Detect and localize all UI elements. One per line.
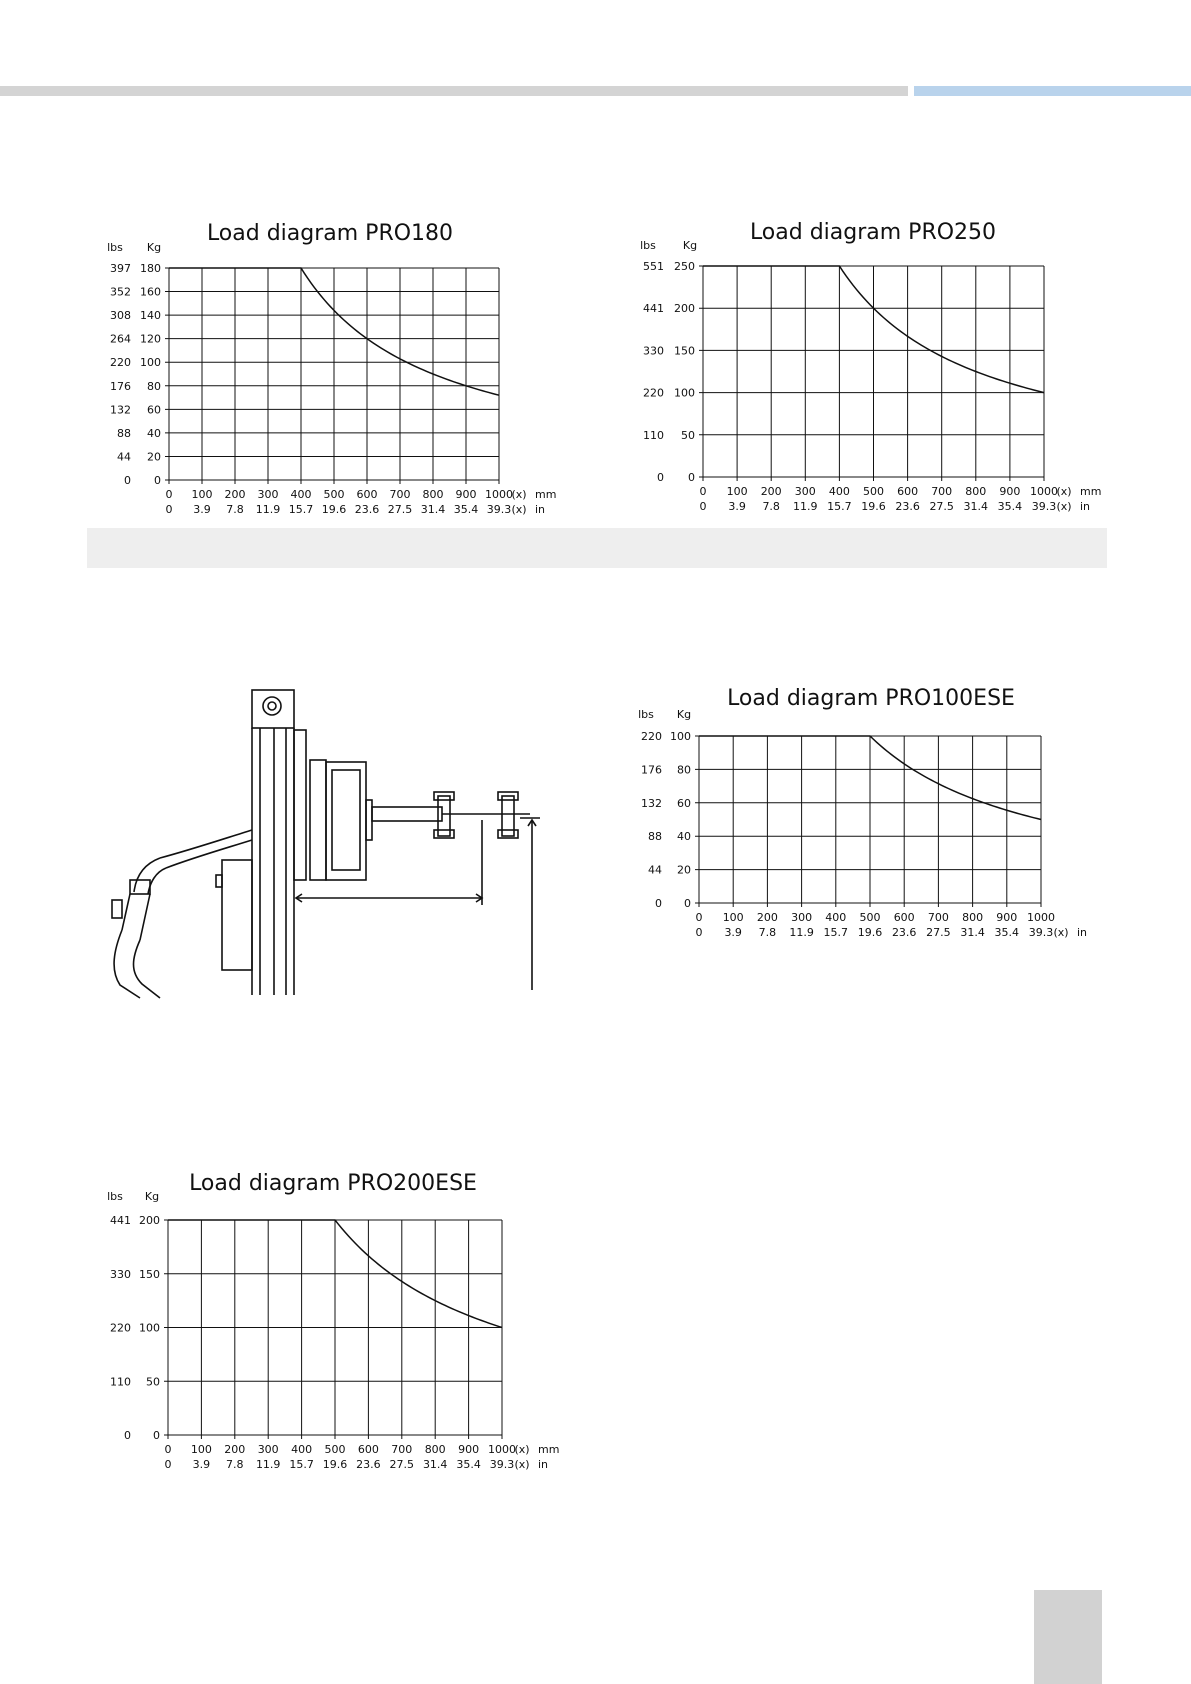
y-tick-kg: 160 [140,285,161,299]
x-tick-mm: 300 [794,485,816,498]
y-tick-lbs: 220 [641,730,662,743]
x-tick-mm: 0 [164,1443,172,1456]
x-tick-mm: 100 [190,1443,212,1456]
unit-mm-label: mm [538,1443,560,1456]
y-tick-lbs: 330 [110,1267,131,1281]
unit-lbs-label: lbs [640,239,656,252]
unit-in-label: in [538,1458,549,1471]
x-tick-in: 11.9 [255,503,281,516]
y-tick-kg: 50 [681,428,695,442]
x-mark-mm: (x) [514,1443,530,1456]
x-tick-mm: 1000 [488,1443,516,1456]
y-tick-kg: 0 [684,897,691,910]
y-tick-lbs: 264 [110,332,131,346]
y-tick-kg: 0 [153,1429,160,1442]
x-tick-in: 35.4 [994,926,1020,939]
x-tick-in: 23.6 [895,500,920,513]
y-tick-kg: 80 [147,379,161,393]
y-tick-lbs: 220 [643,386,664,400]
x-tick-mm: 400 [825,911,847,924]
y-tick-lbs: 308 [110,309,131,323]
x-tick-mm: 200 [224,1443,246,1456]
x-tick-in: 3.9 [728,500,746,513]
unit-kg-label: Kg [676,708,692,721]
x-tick-in: 3.9 [192,1458,211,1471]
x-tick-mm: 100 [191,488,213,501]
y-tick-kg: 200 [139,1214,160,1227]
y-tick-kg: 140 [140,309,161,323]
y-tick-kg: 120 [140,332,161,346]
lift-arm-diagram [100,680,540,1000]
x-tick-mm: 900 [996,911,1018,924]
unit-kg-label: Kg [682,239,698,252]
x-tick-mm: 400 [291,1443,313,1456]
x-tick-in: 27.5 [389,1458,415,1471]
x-tick-mm: 300 [791,911,813,924]
y-tick-kg: 80 [677,763,691,777]
unit-in-label: in [1080,500,1091,513]
x-tick-mm: 600 [356,488,378,501]
x-tick-in: 35.4 [997,500,1023,513]
chart-title: Load diagram PRO100ESE [727,686,1015,711]
y-tick-lbs: 110 [110,1375,131,1389]
x-tick-in: 15.7 [288,503,314,516]
y-tick-lbs: 132 [641,796,662,810]
x-tick-mm: 100 [722,911,744,924]
x-tick-mm: 100 [726,485,748,498]
x-tick-mm: 800 [424,1443,446,1456]
chart-title: Load diagram PRO200ESE [189,1171,477,1196]
chart-title: Load diagram PRO250 [749,220,997,245]
x-tick-in: 35.4 [456,1458,481,1471]
y-tick-kg: 150 [674,344,695,358]
x-tick-mm: 900 [999,485,1021,498]
x-tick-in: 39.3 [486,503,512,516]
x-tick-in: 23.6 [354,503,380,516]
x-tick-in: 23.6 [891,926,917,939]
x-mark-in: (x) [514,1458,530,1471]
y-tick-lbs: 176 [641,763,662,777]
x-tick-mm: 900 [455,488,477,501]
y-tick-lbs: 88 [117,426,131,440]
y-tick-kg: 250 [674,260,695,273]
x-tick-in: 27.5 [929,500,954,513]
x-mark-in: (x) [1056,500,1072,513]
x-tick-in: 15.7 [823,926,849,939]
x-tick-in: 31.4 [420,503,446,516]
x-tick-mm: 0 [695,911,703,924]
x-tick-mm: 300 [257,488,279,501]
y-tick-lbs: 0 [655,897,662,910]
x-tick-in: 39.3 [489,1458,515,1471]
unit-in-label: in [535,503,546,516]
x-tick-in: 7.8 [762,500,780,513]
y-tick-kg: 150 [139,1267,160,1281]
x-tick-mm: 200 [756,911,778,924]
y-tick-kg: 50 [146,1375,160,1389]
y-tick-lbs: 44 [648,863,662,877]
x-tick-mm: 700 [927,911,949,924]
x-tick-mm: 600 [357,1443,379,1456]
y-tick-lbs: 0 [124,474,131,487]
x-tick-in: 31.4 [963,500,989,513]
y-tick-lbs: 44 [117,450,131,464]
y-tick-kg: 0 [688,471,695,484]
y-tick-kg: 40 [677,830,691,844]
x-tick-in: 7.8 [226,503,244,516]
x-tick-mm: 900 [458,1443,480,1456]
x-tick-mm: 600 [893,911,915,924]
x-tick-mm: 800 [422,488,444,501]
y-tick-kg: 40 [147,426,161,440]
y-tick-kg: 20 [677,863,691,877]
x-tick-in: 27.5 [387,503,413,516]
x-tick-mm: 600 [897,485,919,498]
x-tick-in: 11.9 [793,500,818,513]
y-tick-lbs: 441 [110,1214,131,1227]
x-tick-in: 7.8 [758,926,777,939]
y-tick-kg: 0 [154,474,161,487]
x-tick-mm: 1000 [1030,485,1058,498]
x-tick-mm: 0 [165,488,173,501]
x-tick-mm: 500 [859,911,881,924]
x-tick-mm: 300 [257,1443,279,1456]
x-tick-in: 15.7 [827,500,852,513]
unit-kg-label: Kg [146,241,162,254]
x-tick-in: 7.8 [226,1458,244,1471]
x-tick-mm: 700 [389,488,411,501]
x-tick-mm: 500 [324,1443,346,1456]
x-tick-in: 27.5 [926,926,951,939]
y-tick-lbs: 132 [110,403,131,417]
y-tick-lbs: 176 [110,379,131,393]
x-tick-in: 39.3 [1031,500,1057,513]
x-tick-mm: 0 [699,485,707,498]
y-tick-kg: 100 [139,1321,160,1335]
x-tick-mm: 500 [863,485,884,498]
x-tick-in: 3.9 [193,503,211,516]
x-tick-mm: 1000 [1027,911,1055,924]
unit-kg-label: Kg [144,1190,160,1203]
x-mark-mm: (x) [511,488,527,501]
x-tick-mm: 200 [224,488,246,501]
y-tick-lbs: 0 [124,1429,131,1442]
x-tick-in: 19.6 [322,1458,348,1471]
y-tick-kg: 60 [677,796,691,810]
x-tick-mm: 800 [962,911,984,924]
y-tick-lbs: 110 [643,428,664,442]
y-tick-lbs: 441 [643,302,664,316]
x-mark-mm: (x) [1056,485,1072,498]
chart-title: Load diagram PRO180 [206,221,454,246]
x-tick-mm: 400 [290,488,312,501]
x-tick-in: 11.9 [255,1458,281,1471]
x-mark-in: (x) [1053,926,1069,939]
y-tick-kg: 20 [147,450,161,464]
x-tick-mm: 700 [931,485,953,498]
x-tick-in: 23.6 [356,1458,381,1471]
x-tick-in: 11.9 [789,926,814,939]
x-tick-in: 35.4 [453,503,479,516]
x-tick-in: 3.9 [724,926,742,939]
x-tick-in: 0 [695,926,703,939]
unit-lbs-label: lbs [107,241,123,254]
x-tick-in: 0 [165,503,173,516]
unit-lbs-label: lbs [638,708,654,721]
y-tick-kg: 200 [674,302,695,316]
y-tick-kg: 100 [670,730,691,743]
y-tick-kg: 60 [147,403,161,417]
x-tick-mm: 800 [965,485,987,498]
y-tick-kg: 180 [140,262,161,275]
y-tick-lbs: 551 [643,260,664,273]
x-tick-mm: 700 [391,1443,413,1456]
y-tick-lbs: 220 [110,356,131,370]
y-tick-lbs: 88 [648,830,662,844]
x-tick-mm: 500 [323,488,345,501]
x-tick-in: 0 [699,500,707,513]
y-tick-lbs: 352 [110,285,131,299]
y-tick-kg: 100 [140,356,161,370]
x-tick-in: 19.6 [321,503,347,516]
x-tick-mm: 400 [828,485,850,498]
x-tick-in: 39.3 [1028,926,1054,939]
x-tick-in: 19.6 [861,500,886,513]
y-tick-lbs: 0 [657,471,664,484]
y-tick-lbs: 220 [110,1321,131,1335]
y-tick-lbs: 397 [110,262,131,275]
unit-mm-label: mm [1080,485,1102,498]
unit-lbs-label: lbs [107,1190,123,1203]
x-tick-in: 19.6 [857,926,883,939]
x-tick-mm: 1000 [485,488,513,501]
y-tick-lbs: 330 [643,344,664,358]
x-tick-in: 15.7 [289,1458,314,1471]
y-tick-kg: 100 [674,386,695,400]
x-mark-in: (x) [511,503,527,516]
unit-mm-label: mm [535,488,557,501]
x-tick-in: 0 [164,1458,172,1471]
x-tick-in: 31.4 [422,1458,448,1471]
x-tick-in: 31.4 [960,926,985,939]
unit-in-label: in [1077,926,1088,939]
x-tick-mm: 200 [760,485,782,498]
